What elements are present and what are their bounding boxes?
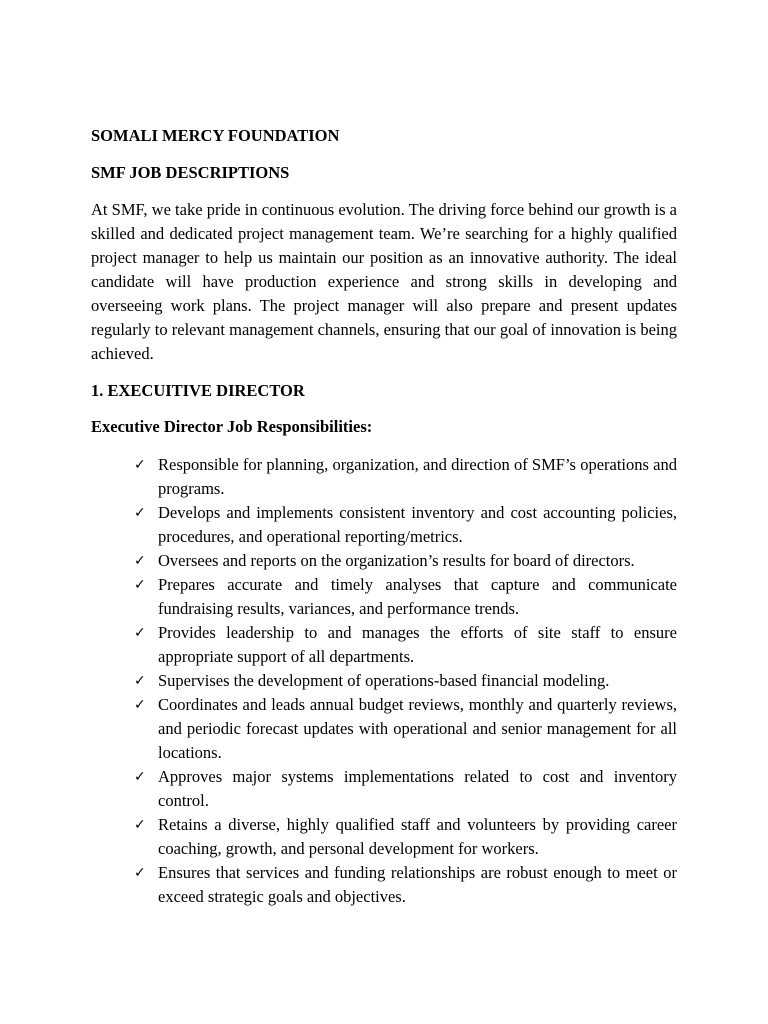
list-item-text: Ensures that services and funding relationships are robust enough to meet or exceed strategic goals and objectives. bbox=[158, 863, 677, 906]
list-item-text: Provides leadership to and manages the efforts of site staff to ensure appropriate support of all departments. bbox=[158, 623, 677, 666]
list-item-text: Coordinates and leads annual budget reviews, monthly and quarterly reviews, and periodic forecast updates with operational and senior management for all locations. bbox=[158, 695, 677, 762]
intro-paragraph: At SMF, we take pride in continuous evolution. The driving force behind our growth is a skilled and dedicated project management team. We’re searching for a highly qualified project manager to help us maintain our position as an innovative authority. The ideal candidate will have production experience and strong skills in developing and overseeing work plans. The project manager will also prepare and present updates regularly to relevant management channels, ensuring that our goal of innovation is being achieved. bbox=[91, 200, 677, 363]
check-mark-icon: ✓ bbox=[134, 673, 146, 689]
check-mark-icon: ✓ bbox=[134, 697, 146, 713]
list-item bbox=[134, 813, 677, 861]
check-mark-icon: ✓ bbox=[134, 553, 146, 569]
check-mark-icon: ✓ bbox=[134, 577, 146, 593]
document-title: SMF JOB DESCRIPTIONS bbox=[91, 163, 290, 182]
list-item bbox=[134, 453, 677, 501]
list-item-text: Supervises the development of operations-based financial modeling. bbox=[158, 671, 610, 690]
list-item bbox=[134, 573, 677, 621]
list-item bbox=[134, 501, 677, 549]
list-item bbox=[134, 693, 677, 765]
check-mark-icon: ✓ bbox=[134, 769, 146, 785]
responsibilities-list bbox=[91, 453, 677, 909]
subsection-title: Executive Director Job Responsibilities: bbox=[91, 417, 373, 436]
check-mark-icon: ✓ bbox=[134, 505, 146, 521]
list-item-text: Prepares accurate and timely analyses that capture and communicate fundraising results, variances, and performance trends. bbox=[158, 575, 677, 618]
list-item bbox=[134, 861, 677, 909]
section-title: 1. EXECUITIVE DIRECTOR bbox=[91, 381, 305, 400]
list-item-text: Oversees and reports on the organization’s results for board of directors. bbox=[158, 551, 635, 570]
organization-title: SOMALI MERCY FOUNDATION bbox=[91, 126, 340, 145]
list-item-text: Retains a diverse, highly qualified staff and volunteers by providing career coaching, growth, and personal development for workers. bbox=[158, 815, 677, 858]
list-item-text: Approves major systems implementations related to cost and inventory control. bbox=[158, 767, 677, 810]
list-item bbox=[134, 669, 677, 693]
document-page bbox=[91, 124, 677, 909]
check-mark-icon: ✓ bbox=[134, 865, 146, 881]
list-item-text: Responsible for planning, organization, and direction of SMF’s operations and programs. bbox=[158, 455, 677, 498]
list-item bbox=[134, 549, 677, 573]
list-item bbox=[134, 765, 677, 813]
check-mark-icon: ✓ bbox=[134, 817, 146, 833]
list-item-text: Develops and implements consistent inventory and cost accounting policies, procedures, and operational reporting/metrics. bbox=[158, 503, 677, 546]
check-mark-icon: ✓ bbox=[134, 457, 146, 473]
list-item bbox=[134, 621, 677, 669]
check-mark-icon: ✓ bbox=[134, 625, 146, 641]
